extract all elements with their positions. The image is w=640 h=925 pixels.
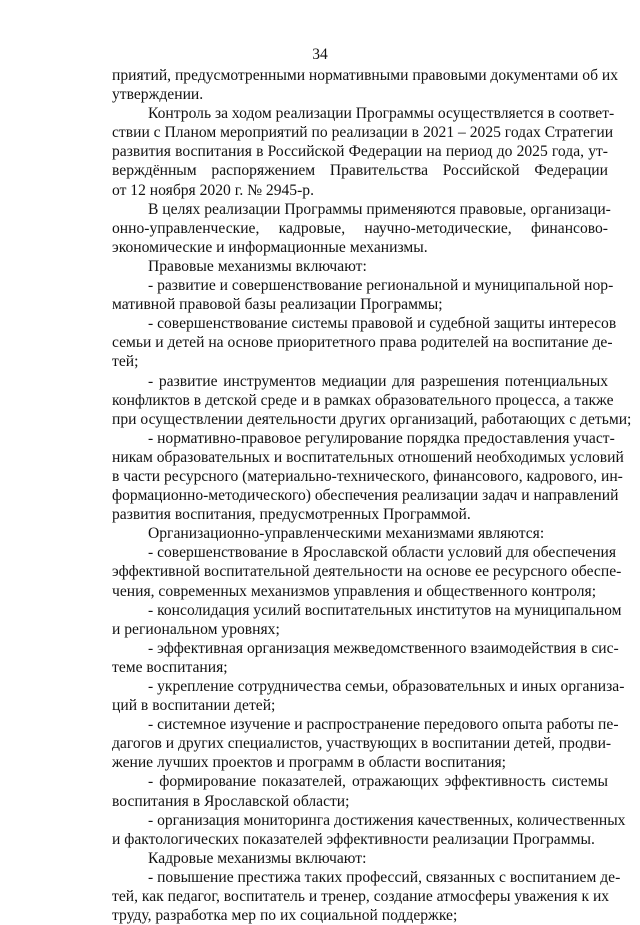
text-line: воспитания в Ярославской области; <box>112 792 350 810</box>
text-line: развития воспитания, предусмотренных Программой. <box>112 506 471 524</box>
text-line: - развитие инструментов медиации для разрешения потенциальных <box>148 372 608 390</box>
text-line: - совершенствование системы правовой и судебной защиты интересов <box>148 315 617 333</box>
page-number: 34 <box>312 46 328 63</box>
text-line: - формирование показателей, отражающих эффективность системы <box>148 773 608 791</box>
text-line: тей, как педагог, воспитатель и тренер, создание атмосферы уважения к их <box>112 888 610 906</box>
text-line: и региональном уровнях; <box>112 620 280 638</box>
text-line: - повышение престижа таких профессий, связанных с воспитанием де- <box>148 868 621 886</box>
text-line: экономические и информационные механизмы. <box>112 238 428 256</box>
text-line: труду, разработка мер по их социальной поддержке; <box>112 907 458 925</box>
text-line: чения, современных механизмов управления и общественного контроля; <box>112 582 597 600</box>
text-line: дагогов и других специалистов, участвующих в воспитании детей, продви- <box>112 735 612 753</box>
text-line: - консолидация усилий воспитательных институтов на муниципальном <box>148 601 622 619</box>
text-line: - укрепление сотрудничества семьи, образовательных и иных организа- <box>148 678 625 695</box>
text-line: - организация мониторинга достижения качественных, количественных <box>148 811 626 829</box>
text-line: - системное изучение и распространение передового опыта работы пе- <box>148 716 619 734</box>
text-line: при осуществлении деятельности других организаций, работающих с детьми; <box>112 410 632 428</box>
text-line: приятий, предусмотренными нормативными правовыми документами об их <box>112 67 619 84</box>
text-line: от 12 ноября 2020 г. № 2945-р. <box>112 181 314 199</box>
text-line: В целях реализации Программы применяются правовые, организаци- <box>148 200 611 218</box>
text-line: онно-управленческие, кадровые, научно-методические, финансово- <box>112 219 608 237</box>
text-line: жение лучших проектов и программ в области воспитания; <box>112 754 506 772</box>
text-line: формационно-методического) обеспечения реализации задач и направлений <box>112 487 619 505</box>
text-line: теме воспитания; <box>112 658 228 676</box>
text-line: - совершенствование в Ярославской области условий для обеспечения <box>148 544 617 562</box>
text-line: ций в воспитании детей; <box>112 697 276 715</box>
text-line: мативной правовой базы реализации Программы; <box>112 296 443 314</box>
text-line: - эффективная организация межведомственного взаимодействия в сис- <box>148 639 619 657</box>
text-line: ствии с Планом мероприятий по реализации в 2021 – 2025 годах Стратегии <box>112 124 614 142</box>
text-line: развития воспитания в Российской Федерации на период до 2025 года, ут- <box>112 143 608 161</box>
text-line: Кадровые механизмы включают: <box>148 849 367 867</box>
text-line: - нормативно-правовое регулирование порядка предоставления участ- <box>148 429 615 447</box>
text-line: Организационно-управленческими механизмами являются: <box>148 525 545 543</box>
text-line: утверждении. <box>112 86 204 104</box>
text-line: Контроль за ходом реализации Программы осуществляется в соответ- <box>148 105 615 123</box>
text-line: никам образовательных и воспитательных отношений необходимых условий <box>112 448 624 466</box>
text-line: верждённым распоряжением Правительства Российской Федерации <box>112 162 608 180</box>
text-line: тей; <box>112 353 139 371</box>
text-line: в части ресурсного (материально-технического, финансового, кадрового, ин- <box>112 467 623 485</box>
text-line: - развитие и совершенствование региональной и муниципальной нор- <box>148 277 614 295</box>
text-line: эффективной воспитательной деятельности на основе ее ресурсного обеспе- <box>112 563 622 581</box>
body-text <box>112 66 632 925</box>
text-line: семьи и детей на основе приоритетного права родителей на воспитание де- <box>112 334 613 352</box>
text-line: Правовые механизмы включают: <box>148 257 367 275</box>
text-line: и фактологических показателей эффективности реализации Программы. <box>112 830 595 848</box>
text-line: конфликтов в детской среде и в рамках образовательного процесса, а также <box>112 391 614 409</box>
